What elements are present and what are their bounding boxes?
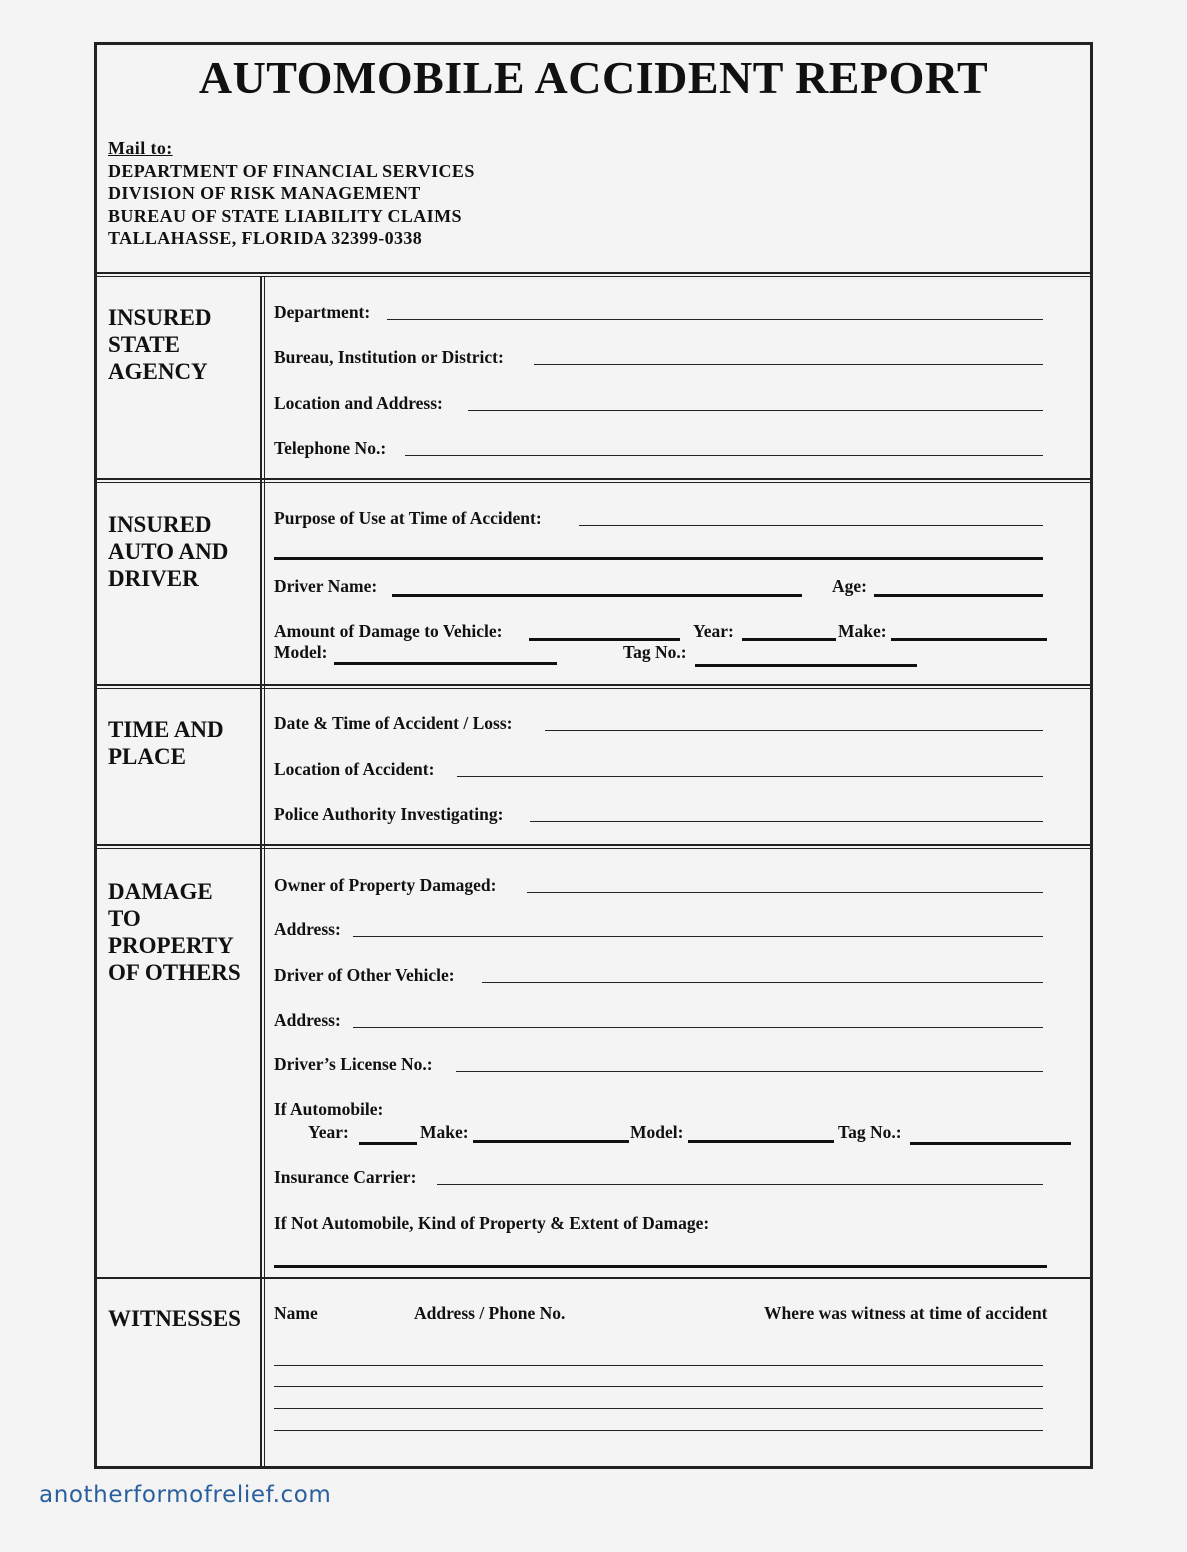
witness-address-header: Address / Phone No.: [414, 1303, 566, 1323]
purpose-label: Purpose of Use at Time of Accident:: [274, 508, 542, 528]
telephone-label: Telephone No.:: [274, 438, 387, 458]
divider: [97, 1277, 1090, 1279]
driver-name-field[interactable]: [392, 594, 802, 597]
divider: [97, 478, 1090, 483]
damage-amount-label: Amount of Damage to Vehicle:: [274, 621, 503, 641]
other-model-label: Model:: [630, 1122, 684, 1142]
witness-location-header: Where was witness at time of accident: [764, 1303, 1048, 1323]
telephone-field[interactable]: [405, 455, 1043, 456]
section-heading-damage-property: DAMAGE TO PROPERTY OF OTHERS: [108, 879, 241, 985]
mail-to-label: Mail to:: [108, 138, 173, 158]
year-field[interactable]: [742, 638, 836, 641]
license-label: Driver’s License No.:: [274, 1054, 433, 1074]
witness-row-2[interactable]: [274, 1386, 1043, 1387]
purpose-field-line-2[interactable]: [274, 557, 1043, 560]
damage-amount-field[interactable]: [529, 638, 680, 641]
other-make-field[interactable]: [473, 1140, 629, 1143]
section-heading-insured-auto-driver: INSURED AUTO AND DRIVER: [108, 512, 229, 591]
accident-location-field[interactable]: [457, 776, 1043, 777]
property-damage-field[interactable]: [274, 1265, 1047, 1268]
insurance-carrier-field[interactable]: [437, 1184, 1043, 1185]
make-field[interactable]: [891, 638, 1047, 641]
other-driver-field[interactable]: [482, 982, 1043, 983]
if-not-automobile-label: If Not Automobile, Kind of Property & Extent of Damage:: [274, 1213, 710, 1233]
witness-row-4[interactable]: [274, 1430, 1043, 1431]
other-driver-address-label: Address:: [274, 1010, 341, 1030]
model-label: Model:: [274, 642, 328, 662]
accident-location-label: Location of Accident:: [274, 759, 435, 779]
witness-name-header: Name: [274, 1303, 318, 1323]
date-time-field[interactable]: [545, 730, 1043, 731]
location-address-label: Location and Address:: [274, 393, 443, 413]
police-authority-label: Police Authority Investigating:: [274, 804, 504, 824]
police-authority-field[interactable]: [530, 821, 1043, 822]
age-field[interactable]: [874, 594, 1043, 597]
tag-field[interactable]: [695, 664, 917, 667]
bureau-field[interactable]: [534, 364, 1043, 365]
department-label: Department:: [274, 302, 371, 322]
license-field[interactable]: [456, 1071, 1043, 1072]
purpose-field[interactable]: [579, 525, 1043, 526]
other-year-field[interactable]: [359, 1142, 417, 1145]
witness-row-1[interactable]: [274, 1365, 1043, 1366]
column-divider: [260, 276, 265, 1466]
mail-line-3: BUREAU OF STATE LIABILITY CLAIMS: [108, 205, 462, 226]
driver-name-label: Driver Name:: [274, 576, 378, 596]
other-tag-label: Tag No.:: [838, 1122, 902, 1142]
age-label: Age:: [832, 576, 867, 596]
witness-row-3[interactable]: [274, 1408, 1043, 1409]
other-year-label: Year:: [308, 1122, 349, 1142]
accident-report-form: [94, 42, 1093, 1469]
owner-address-field[interactable]: [353, 936, 1043, 937]
mail-line-4: TALLAHASSE, FLORIDA 32399-0338: [108, 228, 423, 248]
insurance-carrier-label: Insurance Carrier:: [274, 1167, 417, 1187]
divider: [97, 684, 1090, 689]
owner-label: Owner of Property Damaged:: [274, 875, 497, 895]
mailing-address: [108, 137, 475, 250]
mail-line-1: DEPARTMENT OF FINANCIAL SERVICES: [108, 160, 475, 181]
divider: [97, 272, 1090, 277]
location-address-field[interactable]: [468, 410, 1043, 411]
other-driver-address-field[interactable]: [353, 1027, 1043, 1028]
department-field[interactable]: [387, 319, 1043, 320]
other-make-label: Make:: [420, 1122, 469, 1142]
section-heading-insured-state-agency: INSURED STATE AGENCY: [108, 305, 212, 384]
bureau-label: Bureau, Institution or District:: [274, 347, 504, 367]
model-field[interactable]: [334, 662, 557, 665]
tag-label: Tag No.:: [623, 642, 687, 662]
form-title: AUTOMOBILE ACCIDENT REPORT: [198, 52, 989, 103]
owner-field[interactable]: [527, 892, 1043, 893]
divider: [97, 844, 1090, 849]
year-label: Year:: [693, 621, 734, 641]
date-time-label: Date & Time of Accident / Loss:: [274, 713, 513, 733]
other-driver-label: Driver of Other Vehicle:: [274, 965, 455, 985]
other-model-field[interactable]: [688, 1140, 834, 1143]
section-heading-witnesses: WITNESSES: [108, 1306, 241, 1331]
watermark-url: anotherformofrelief.com: [39, 1482, 332, 1508]
section-heading-time-place: TIME AND PLACE: [108, 717, 224, 769]
other-tag-field[interactable]: [910, 1142, 1071, 1145]
owner-address-label: Address:: [274, 919, 341, 939]
if-automobile-label: If Automobile:: [274, 1099, 384, 1119]
mail-line-2: DIVISION OF RISK MANAGEMENT: [108, 183, 421, 203]
make-label: Make:: [838, 621, 887, 641]
